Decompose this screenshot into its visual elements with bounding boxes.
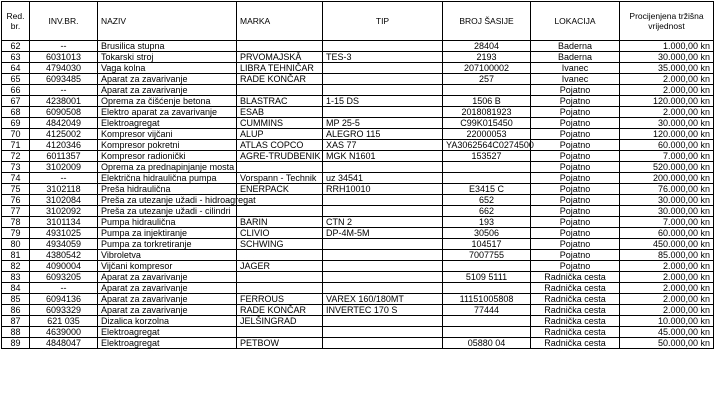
table-row	[2, 74, 714, 85]
cell-naziv: Pumpa za torkretiranje	[98, 239, 237, 250]
cell-inv-br: 6094136	[30, 294, 98, 305]
cell-red-br: 69	[2, 118, 30, 129]
cell-marka: JAGER	[237, 261, 323, 272]
cell-inv-br: 6093205	[30, 272, 98, 283]
cell-naziv: Elektroagregat	[98, 118, 237, 129]
table-row	[2, 52, 714, 63]
cell-naziv: Brusilica stupna	[98, 41, 237, 52]
cell-red-br: 67	[2, 96, 30, 107]
cell-inv-br: 4090004	[30, 261, 98, 272]
cell-inv-br: --	[30, 283, 98, 294]
cell-inv-br: 3102084	[30, 195, 98, 206]
cell-red-br: 68	[2, 107, 30, 118]
table-row	[2, 96, 714, 107]
cell-marka	[237, 206, 323, 217]
table-row	[2, 118, 714, 129]
cell-vrijednost: 76.000,00 kn	[620, 184, 714, 195]
cell-tip: RRH10010	[323, 184, 443, 195]
cell-broj-sasije: E3415 C	[443, 184, 531, 195]
cell-marka: ENERPACK	[237, 184, 323, 195]
cell-naziv: Oprema za prednapinjanje mosta	[98, 162, 237, 173]
table-row	[2, 195, 714, 206]
cell-tip	[323, 250, 443, 261]
col-header-red-br: Red. br.	[2, 2, 30, 41]
cell-broj-sasije: 193	[443, 217, 531, 228]
cell-tip	[323, 327, 443, 338]
cell-lokacija: Pojatno	[531, 184, 620, 195]
cell-broj-sasije	[443, 283, 531, 294]
cell-naziv: Tokarski stroj	[98, 52, 237, 63]
cell-tip: VAREX 160/180MT	[323, 294, 443, 305]
cell-broj-sasije: 2018081923	[443, 107, 531, 118]
cell-inv-br: 6011357	[30, 151, 98, 162]
cell-inv-br: 4931025	[30, 228, 98, 239]
cell-tip	[323, 195, 443, 206]
cell-naziv: Aparat za zavarivanje	[98, 74, 237, 85]
cell-inv-br: 621 035	[30, 316, 98, 327]
cell-vrijednost: 2.000,00 kn	[620, 107, 714, 118]
cell-tip	[323, 162, 443, 173]
cell-red-br: 84	[2, 283, 30, 294]
cell-inv-br: 4934059	[30, 239, 98, 250]
cell-red-br: 83	[2, 272, 30, 283]
cell-vrijednost: 30.000,00 kn	[620, 195, 714, 206]
cell-naziv: Pumpa hidraulična	[98, 217, 237, 228]
cell-broj-sasije: 2193	[443, 52, 531, 63]
cell-vrijednost: 2.000,00 kn	[620, 85, 714, 96]
cell-marka: CLIVIO	[237, 228, 323, 239]
cell-red-br: 73	[2, 162, 30, 173]
cell-marka: ALUP	[237, 129, 323, 140]
cell-tip	[323, 316, 443, 327]
cell-red-br: 78	[2, 217, 30, 228]
cell-lokacija: Pojatno	[531, 118, 620, 129]
cell-red-br: 72	[2, 151, 30, 162]
table-row	[2, 338, 714, 349]
cell-broj-sasije: 05880 04	[443, 338, 531, 349]
cell-lokacija: Pojatno	[531, 162, 620, 173]
cell-lokacija: Radnička cesta	[531, 294, 620, 305]
cell-marka	[237, 41, 323, 52]
table-row	[2, 129, 714, 140]
cell-vrijednost: 1.000,00 kn	[620, 41, 714, 52]
cell-lokacija: Pojatno	[531, 195, 620, 206]
cell-lokacija: Radnička cesta	[531, 327, 620, 338]
cell-broj-sasije: 1506 B	[443, 96, 531, 107]
table-header	[2, 2, 714, 41]
cell-marka: RADE KONČAR	[237, 74, 323, 85]
cell-vrijednost: 30.000,00 kn	[620, 52, 714, 63]
cell-inv-br: 4794030	[30, 63, 98, 74]
table-row	[2, 327, 714, 338]
table-row	[2, 173, 714, 184]
cell-marka: SCHWING	[237, 239, 323, 250]
cell-naziv: Vijčani kompresor	[98, 261, 237, 272]
cell-red-br: 74	[2, 173, 30, 184]
cell-naziv: Aparat za zavarivanje	[98, 294, 237, 305]
cell-inv-br: 3102009	[30, 162, 98, 173]
col-header-inv-br: INV.BR.	[30, 2, 98, 41]
cell-tip: MP 25-5	[323, 118, 443, 129]
table-row	[2, 272, 714, 283]
cell-inv-br: 4848047	[30, 338, 98, 349]
cell-inv-br: 6093329	[30, 305, 98, 316]
cell-inv-br: 4639000	[30, 327, 98, 338]
cell-lokacija: Radnička cesta	[531, 316, 620, 327]
cell-tip: INVERTEC 170 S	[323, 305, 443, 316]
cell-vrijednost: 2.000,00 kn	[620, 74, 714, 85]
cell-vrijednost: 50.000,00 kn	[620, 338, 714, 349]
cell-vrijednost: 30.000,00 kn	[620, 206, 714, 217]
cell-naziv: Električna hidraulična pumpa	[98, 173, 237, 184]
cell-broj-sasije: 662	[443, 206, 531, 217]
cell-broj-sasije: C99K015450	[443, 118, 531, 129]
table-row	[2, 239, 714, 250]
cell-broj-sasije: 652	[443, 195, 531, 206]
cell-inv-br: 4238001	[30, 96, 98, 107]
cell-naziv: Vibroletva	[98, 250, 237, 261]
cell-marka: CUMMINS	[237, 118, 323, 129]
cell-red-br: 64	[2, 63, 30, 74]
table-row	[2, 305, 714, 316]
cell-tip	[323, 272, 443, 283]
cell-vrijednost: 7.000,00 kn	[620, 217, 714, 228]
cell-red-br: 76	[2, 195, 30, 206]
cell-tip: uz 34541	[323, 173, 443, 184]
cell-marka: Vorspann - Technik	[237, 173, 323, 184]
cell-lokacija: Ivanec	[531, 74, 620, 85]
cell-lokacija: Pojatno	[531, 151, 620, 162]
table-row	[2, 261, 714, 272]
cell-naziv: Preša za utezanje užadi - hidroagregat	[98, 195, 237, 206]
cell-tip	[323, 206, 443, 217]
table-row	[2, 85, 714, 96]
cell-tip: XAS 77	[323, 140, 443, 151]
cell-tip	[323, 85, 443, 96]
cell-inv-br: 6093485	[30, 74, 98, 85]
cell-marka: PRVOMAJSKĀ	[237, 52, 323, 63]
cell-marka: ATLAS COPCO	[237, 140, 323, 151]
cell-red-br: 82	[2, 261, 30, 272]
cell-tip	[323, 338, 443, 349]
cell-lokacija: Radnička cesta	[531, 305, 620, 316]
cell-inv-br: 4125002	[30, 129, 98, 140]
cell-lokacija: Pojatno	[531, 173, 620, 184]
cell-broj-sasije: 5109 5111	[443, 272, 531, 283]
cell-red-br: 75	[2, 184, 30, 195]
cell-broj-sasije	[443, 85, 531, 96]
table-row	[2, 162, 714, 173]
cell-naziv: Dizalica korzolna	[98, 316, 237, 327]
cell-marka: FERROUS	[237, 294, 323, 305]
cell-broj-sasije: 104517	[443, 239, 531, 250]
cell-vrijednost: 2.000,00 kn	[620, 261, 714, 272]
cell-lokacija: Radnička cesta	[531, 272, 620, 283]
cell-broj-sasije: 11151005808	[443, 294, 531, 305]
cell-red-br: 81	[2, 250, 30, 261]
cell-marka: AGRE-TRUDBENIK	[237, 151, 323, 162]
cell-naziv: Elektroagregat	[98, 338, 237, 349]
cell-naziv: Oprema za čišćenje betona	[98, 96, 237, 107]
cell-red-br: 85	[2, 294, 30, 305]
cell-vrijednost: 2.000,00 kn	[620, 294, 714, 305]
cell-red-br: 89	[2, 338, 30, 349]
equipment-table	[1, 1, 714, 349]
cell-tip: CTN 2	[323, 217, 443, 228]
cell-lokacija: Radnička cesta	[531, 283, 620, 294]
cell-broj-sasije	[443, 162, 531, 173]
cell-lokacija: Radnička cesta	[531, 338, 620, 349]
cell-lokacija: Baderna	[531, 52, 620, 63]
cell-marka: RADE KONČAR	[237, 305, 323, 316]
cell-red-br: 87	[2, 316, 30, 327]
cell-red-br: 77	[2, 206, 30, 217]
cell-inv-br: --	[30, 85, 98, 96]
cell-marka	[237, 250, 323, 261]
cell-marka: PETBOW	[237, 338, 323, 349]
cell-marka	[237, 272, 323, 283]
cell-tip	[323, 74, 443, 85]
table-row	[2, 63, 714, 74]
cell-naziv: Elektroagregat	[98, 327, 237, 338]
cell-lokacija: Pojatno	[531, 250, 620, 261]
cell-lokacija: Pojatno	[531, 129, 620, 140]
cell-naziv: Aparat za zavarivanje	[98, 272, 237, 283]
cell-tip	[323, 63, 443, 74]
cell-naziv: Aparat za zavarivanje	[98, 85, 237, 96]
cell-inv-br: 3102118	[30, 184, 98, 195]
cell-tip: 1-15 DS	[323, 96, 443, 107]
cell-broj-sasije: 7007755	[443, 250, 531, 261]
cell-tip	[323, 107, 443, 118]
cell-marka: LIBRA TEHNIČAR	[237, 63, 323, 74]
cell-inv-br: --	[30, 173, 98, 184]
cell-tip: TES-3	[323, 52, 443, 63]
table-row	[2, 184, 714, 195]
col-header-marka: MARKA	[237, 2, 323, 41]
cell-red-br: 63	[2, 52, 30, 63]
cell-tip	[323, 261, 443, 272]
cell-broj-sasije: 30506	[443, 228, 531, 239]
cell-vrijednost: 2.000,00 kn	[620, 305, 714, 316]
cell-marka: BLASTRAC	[237, 96, 323, 107]
cell-vrijednost: 2.000,00 kn	[620, 283, 714, 294]
cell-vrijednost: 35.000,00 kn	[620, 63, 714, 74]
cell-vrijednost: 120.000,00 kn	[620, 129, 714, 140]
cell-lokacija: Baderna	[531, 41, 620, 52]
cell-naziv: Pumpa za injektiranje	[98, 228, 237, 239]
cell-tip	[323, 41, 443, 52]
cell-inv-br: 4842049	[30, 118, 98, 129]
cell-marka: JELŠINGRAD	[237, 316, 323, 327]
table-body	[2, 41, 714, 349]
col-header-lokacija: LOKACIJA	[531, 2, 620, 41]
table-row	[2, 206, 714, 217]
cell-red-br: 62	[2, 41, 30, 52]
cell-inv-br: 6031013	[30, 52, 98, 63]
cell-red-br: 79	[2, 228, 30, 239]
cell-vrijednost: 85.000,00 kn	[620, 250, 714, 261]
cell-vrijednost: 7.000,00 kn	[620, 151, 714, 162]
table-row	[2, 41, 714, 52]
table-row	[2, 151, 714, 162]
cell-red-br: 88	[2, 327, 30, 338]
cell-inv-br: 3102092	[30, 206, 98, 217]
cell-naziv: Aparat za zavarivanje	[98, 283, 237, 294]
cell-lokacija: Pojatno	[531, 228, 620, 239]
col-header-tip: TIP	[323, 2, 443, 41]
cell-broj-sasije	[443, 316, 531, 327]
cell-lokacija: Pojatno	[531, 217, 620, 228]
table-row	[2, 250, 714, 261]
cell-vrijednost: 120.000,00 kn	[620, 96, 714, 107]
cell-broj-sasije: 28404	[443, 41, 531, 52]
table-row	[2, 217, 714, 228]
cell-vrijednost: 10.000,00 kn	[620, 316, 714, 327]
cell-lokacija: Pojatno	[531, 107, 620, 118]
cell-naziv: Kompresor pokretni	[98, 140, 237, 151]
col-header-naziv: NAZIV	[98, 2, 237, 41]
cell-red-br: 71	[2, 140, 30, 151]
cell-marka	[237, 162, 323, 173]
cell-lokacija: Pojatno	[531, 261, 620, 272]
table-row	[2, 316, 714, 327]
cell-naziv: Elektro aparat za zavarivanje	[98, 107, 237, 118]
cell-red-br: 65	[2, 74, 30, 85]
cell-marka: BARIN	[237, 217, 323, 228]
cell-red-br: 80	[2, 239, 30, 250]
cell-marka	[237, 327, 323, 338]
cell-tip: DP-4M-5M	[323, 228, 443, 239]
cell-inv-br: 3101134	[30, 217, 98, 228]
cell-naziv: Kompresor radionički	[98, 151, 237, 162]
cell-naziv: Preša hidraulična	[98, 184, 237, 195]
cell-broj-sasije: 22000053	[443, 129, 531, 140]
cell-broj-sasije: 257	[443, 74, 531, 85]
cell-naziv: Vaga kolna	[98, 63, 237, 74]
table-row	[2, 140, 714, 151]
cell-lokacija: Pojatno	[531, 85, 620, 96]
cell-red-br: 86	[2, 305, 30, 316]
cell-tip: MGK N1601	[323, 151, 443, 162]
cell-marka: ESAB	[237, 107, 323, 118]
cell-broj-sasije: YA3062564C0274500	[443, 140, 531, 151]
cell-lokacija: Pojatno	[531, 140, 620, 151]
cell-vrijednost: 200.000,00 kn	[620, 173, 714, 184]
cell-red-br: 66	[2, 85, 30, 96]
cell-vrijednost: 520.000,00 kn	[620, 162, 714, 173]
table-row	[2, 294, 714, 305]
cell-vrijednost: 60.000,00 kn	[620, 228, 714, 239]
table-row	[2, 107, 714, 118]
col-header-vrijednost: Procijenjena tržišna vrijednost	[620, 2, 714, 41]
cell-vrijednost: 60.000,00 kn	[620, 140, 714, 151]
cell-broj-sasije	[443, 327, 531, 338]
cell-marka	[237, 85, 323, 96]
cell-naziv: Preša za utezanje užadi - cilindri	[98, 206, 237, 217]
cell-vrijednost: 450.000,00 kn	[620, 239, 714, 250]
cell-lokacija: Ivanec	[531, 63, 620, 74]
cell-broj-sasije	[443, 261, 531, 272]
cell-vrijednost: 30.000,00 kn	[620, 118, 714, 129]
cell-broj-sasije	[443, 173, 531, 184]
cell-naziv: Aparat za zavarivanje	[98, 305, 237, 316]
cell-broj-sasije: 153527	[443, 151, 531, 162]
table-row	[2, 228, 714, 239]
cell-tip	[323, 283, 443, 294]
cell-marka	[237, 283, 323, 294]
cell-lokacija: Pojatno	[531, 206, 620, 217]
cell-inv-br: 4380542	[30, 250, 98, 261]
cell-vrijednost: 45.000,00 kn	[620, 327, 714, 338]
cell-broj-sasije: 207100002	[443, 63, 531, 74]
cell-naziv: Kompresor vijčani	[98, 129, 237, 140]
cell-red-br: 70	[2, 129, 30, 140]
cell-vrijednost: 2.000,00 kn	[620, 272, 714, 283]
cell-tip: ALEGRO 115	[323, 129, 443, 140]
cell-lokacija: Pojatno	[531, 96, 620, 107]
cell-inv-br: 6090508	[30, 107, 98, 118]
cell-broj-sasije: 77444	[443, 305, 531, 316]
table-row	[2, 283, 714, 294]
cell-lokacija: Pojatno	[531, 239, 620, 250]
cell-tip	[323, 239, 443, 250]
cell-inv-br: --	[30, 41, 98, 52]
cell-inv-br: 4120346	[30, 140, 98, 151]
col-header-broj-sasije: BROJ ŠASIJE	[443, 2, 531, 41]
